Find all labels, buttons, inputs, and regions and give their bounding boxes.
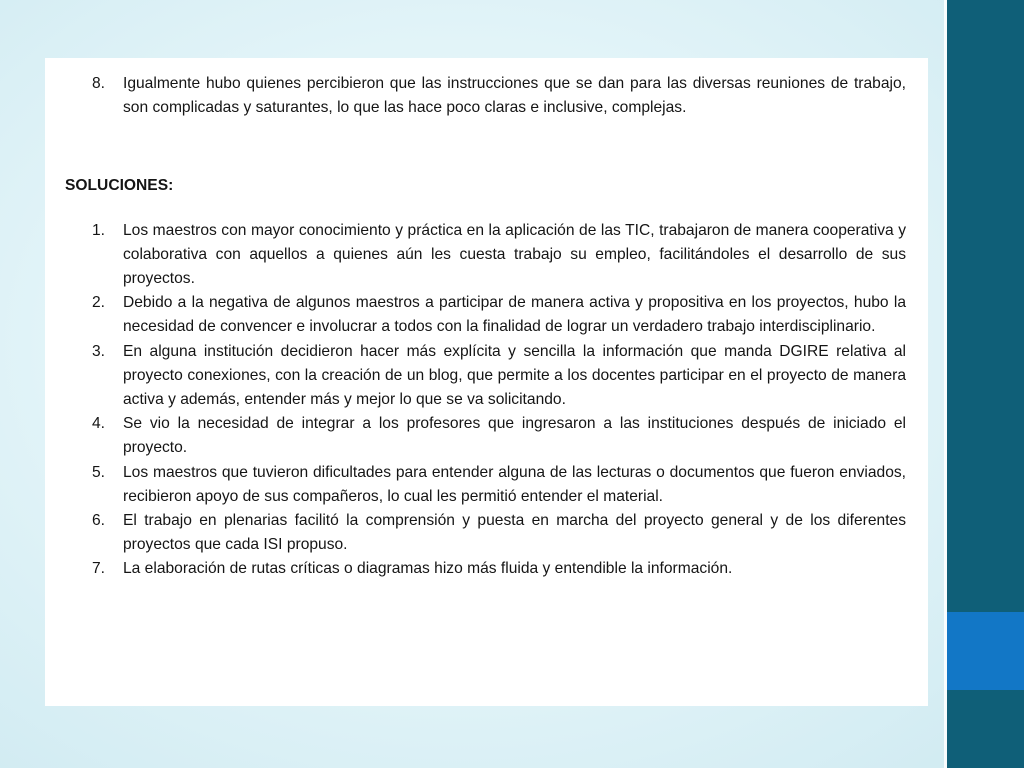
solution-text: El trabajo en plenarias facilitó la comprensión y puesta en marcha del proyecto general y de los diferentes proyectos que cada ISI propuso. <box>123 512 906 554</box>
solution-item-1 <box>63 219 906 292</box>
solution-item-5 <box>63 461 906 509</box>
solution-item-4 <box>63 412 906 460</box>
solution-text: Debido a la negativa de algunos maestros a participar de manera activa y propositiva en los proyectos, hubo la necesidad de convencer e involucrar a todos con la finalidad de lograr un verdadero trabajo interdisciplinario. <box>123 294 906 336</box>
solution-text: En alguna institución decidieron hacer más explícita y sencilla la información que manda DGIRE relativa al proyecto conexiones, con la creación de un blog, que permite a los docentes participar en el proyecto de manera activa y además, entender más y mejor lo que se va solicitando. <box>123 342 906 409</box>
solution-number: 7. <box>91 560 105 578</box>
list-item-number: 8. <box>91 75 105 92</box>
list-item-8 <box>63 72 906 120</box>
solution-number: 2. <box>91 294 105 312</box>
solution-item-3 <box>63 340 906 413</box>
solution-text: La elaboración de rutas críticas o diagramas hizo más fluida y entendible la información. <box>123 560 733 578</box>
solution-text: Los maestros con mayor conocimiento y práctica en la aplicación de las TIC, trabajaron de manera cooperativa y colaborativa con aquellos a quienes aún les cuesta trabajo su empleo, facilitándoles el desarrollo de sus proyectos. <box>123 221 906 288</box>
solution-number: 1. <box>91 221 105 239</box>
solution-number: 3. <box>91 342 105 360</box>
slide-sidebar-accent <box>947 612 1024 690</box>
document-image <box>45 58 928 706</box>
solution-item-6 <box>63 509 906 557</box>
section-heading: SOLUCIONES: <box>65 177 174 195</box>
solution-number: 6. <box>91 512 105 530</box>
solution-number: 4. <box>91 415 105 433</box>
solution-text: Los maestros que tuvieron dificultades para entender alguna de las lecturas o documentos que fueron enviados, recibieron apoyo de sus compañeros, lo cual les permitió entender el material. <box>123 463 906 505</box>
solution-item-7 <box>63 557 906 581</box>
slide-sidebar-divider <box>944 0 947 768</box>
solution-item-2 <box>63 291 906 339</box>
list-item-text: Igualmente hubo quienes percibieron que las instrucciones que se dan para las diversas reuniones de trabajo, son complicadas y saturantes, lo que las hace poco claras e inclusive, complejas. <box>123 75 906 117</box>
solution-number: 5. <box>91 463 105 481</box>
solution-text: Se vio la necesidad de integrar a los profesores que ingresaron a las instituciones después de iniciado el proyecto. <box>123 415 906 457</box>
